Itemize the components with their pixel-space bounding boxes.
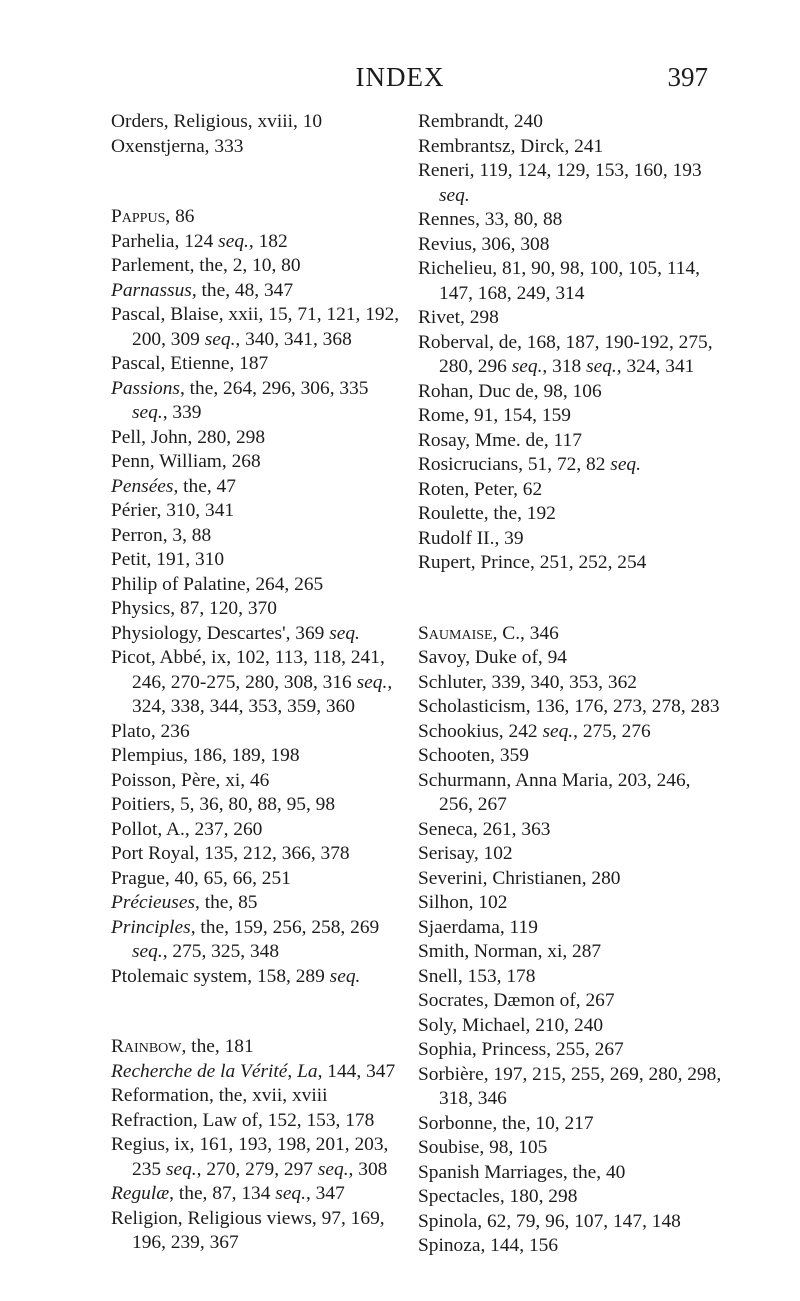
index-entry: Severini, Christianen, 280 [418, 867, 621, 889]
index-entry: Plato, 236 [111, 720, 190, 742]
index-entry: Sophia, Princess, 255, 267 [418, 1039, 624, 1060]
index-entry: Roten, Peter, 62 [418, 478, 543, 500]
index-entry: Philip of Palatine, 264, 265 [111, 573, 324, 595]
index-entry: Savoy, Duke of, 94 [418, 647, 567, 668]
index-entry: Rome, 91, 154, 159 [418, 405, 571, 426]
index-entry: Rosicrucians, 51, 72, 82 seq. [418, 454, 641, 475]
index-entry: Serisay, 102 [418, 843, 513, 864]
index-entry: Rudolf II., 39 [418, 527, 524, 549]
section-gap [111, 989, 401, 1035]
index-entry: Regius, ix, 161, 193, 198, 201, 203, 235 seq., 270, 279, 297 seq., 308 [111, 1134, 389, 1180]
index-entry: Pappus, 86 [111, 206, 195, 227]
index-entry: Spanish Marriages, the, 40 [418, 1161, 626, 1183]
index-entry: Rohan, Duc de, 98, 106 [418, 380, 602, 402]
index-entry: Sjaerdama, 119 [418, 916, 538, 938]
index-entry: Poitiers, 5, 36, 80, 88, 95, 98 [111, 794, 336, 815]
index-entry: Pollot, A., 237, 260 [111, 818, 263, 840]
index-entry: Roulette, the, 192 [418, 503, 556, 524]
index-entry: Soly, Michael, 210, 240 [418, 1014, 604, 1036]
index-entry: Physiology, Descartes', 369 seq. [111, 622, 360, 644]
index-entry: Pascal, Etienne, 187 [111, 353, 269, 374]
index-entry: Scholasticism, 136, 176, 273, 278, 283 [418, 696, 720, 717]
index-entry: Schooten, 359 [418, 745, 529, 766]
index-entry: Saumaise, C., 346 [418, 622, 559, 644]
index-entry: Pell, John, 280, 298 [111, 426, 266, 448]
index-column-left [111, 110, 401, 1256]
index-entry: Principles, the, 159, 256, 258, 269 seq., 275, 325, 348 [111, 916, 380, 962]
index-entry: Revius, 306, 308 [418, 233, 550, 255]
index-entry: Rupert, Prince, 251, 252, 254 [418, 552, 647, 573]
index-entry: Rivet, 298 [418, 307, 499, 328]
index-entry: Spinoza, 144, 156 [418, 1235, 559, 1256]
index-entry: Religion, Religious views, 97, 169, 196, 239, 367 [111, 1207, 385, 1253]
index-entry: Poisson, Père, xi, 46 [111, 769, 270, 791]
index-entry: Orders, Religious, xviii, 10 [111, 111, 323, 132]
index-entry: Ptolemaic system, 158, 289 seq. [111, 965, 361, 987]
index-entry: Socrates, Dæmon of, 267 [418, 990, 615, 1011]
section-gap [418, 576, 728, 622]
index-entry: Parhelia, 124 seq., 182 [111, 230, 288, 252]
index-entry: Rennes, 33, 80, 88 [418, 209, 563, 230]
index-entry: Perron, 3, 88 [111, 524, 212, 546]
index-entry: Spinola, 62, 79, 96, 107, 147, 148 [418, 1210, 681, 1232]
index-entry: Oxenstjerna, 333 [111, 135, 244, 157]
page-title: INDEX [355, 62, 445, 92]
index-entry: Snell, 153, 178 [418, 965, 536, 987]
index-entry: Sorbière, 197, 215, 255, 269, 280, 298, 318, 346 [418, 1063, 722, 1109]
section-gap [111, 159, 401, 205]
index-entry: Rosay, Mme. de, 117 [418, 429, 582, 451]
index-entry: Soubise, 98, 105 [418, 1137, 548, 1158]
index-entry: Pascal, Blaise, xxii, 15, 71, 121, 192, 200, 309 seq., 340, 341, 368 [111, 304, 400, 350]
index-entry: Richelieu, 81, 90, 98, 100, 105, 114, 147, 168, 249, 314 [418, 258, 701, 304]
index-entry: Recherche de la Vérité, La, 144, 347 [111, 1060, 396, 1082]
index-entry: Parlement, the, 2, 10, 80 [111, 255, 301, 276]
index-entry: Smith, Norman, xi, 287 [418, 941, 602, 962]
page-header [0, 62, 800, 102]
index-entry: Passions, the, 264, 296, 306, 335 seq., 339 [111, 377, 369, 423]
index-entry: Pensées, the, 47 [111, 475, 236, 497]
index-entry: Port Royal, 135, 212, 366, 378 [111, 843, 350, 864]
index-entry: Sorbonne, the, 10, 217 [418, 1112, 594, 1134]
index-entry: Regulæ, the, 87, 134 seq., 347 [111, 1183, 345, 1204]
index-entry: Schookius, 242 seq., 275, 276 [418, 720, 651, 742]
index-entry: Physics, 87, 120, 370 [111, 598, 277, 619]
index-entry: Spectacles, 180, 298 [418, 1186, 578, 1207]
index-entry: Rembrandt, 240 [418, 111, 543, 132]
index-entry: Roberval, de, 168, 187, 190-192, 275, 280, 296 seq., 318 seq., 324, 341 [418, 331, 713, 377]
index-entry: Petit, 191, 310 [111, 549, 225, 570]
index-entry: Penn, William, 268 [111, 451, 261, 472]
index-entry: Silhon, 102 [418, 892, 508, 913]
index-column-right [418, 110, 728, 1259]
index-entry: Picot, Abbé, ix, 102, 113, 118, 241, 246, 270-275, 280, 308, 316 seq., 324, 338, 344, 353, 359, 360 [111, 647, 393, 717]
index-entry: Reformation, the, xvii, xviii [111, 1085, 328, 1106]
index-entry: Rainbow, the, 181 [111, 1036, 254, 1057]
index-entry: Prague, 40, 65, 66, 251 [111, 867, 291, 889]
index-entry: Reneri, 119, 124, 129, 153, 160, 193 seq. [418, 160, 702, 206]
index-entry: Rembrantsz, Dirck, 241 [418, 135, 604, 157]
index-entry: Refraction, Law of, 152, 153, 178 [111, 1109, 375, 1131]
index-entry: Schluter, 339, 340, 353, 362 [418, 671, 637, 693]
index-entry: Schurmann, Anna Maria, 203, 246, 256, 267 [418, 769, 691, 815]
index-entry: Seneca, 261, 363 [418, 818, 551, 840]
index-entry: Périer, 310, 341 [111, 500, 235, 521]
page-number: 397 [667, 62, 708, 92]
index-entry: Précieuses, the, 85 [111, 892, 258, 913]
index-entry: Parnassus, the, 48, 347 [111, 279, 294, 301]
index-entry: Plempius, 186, 189, 198 [111, 745, 300, 766]
